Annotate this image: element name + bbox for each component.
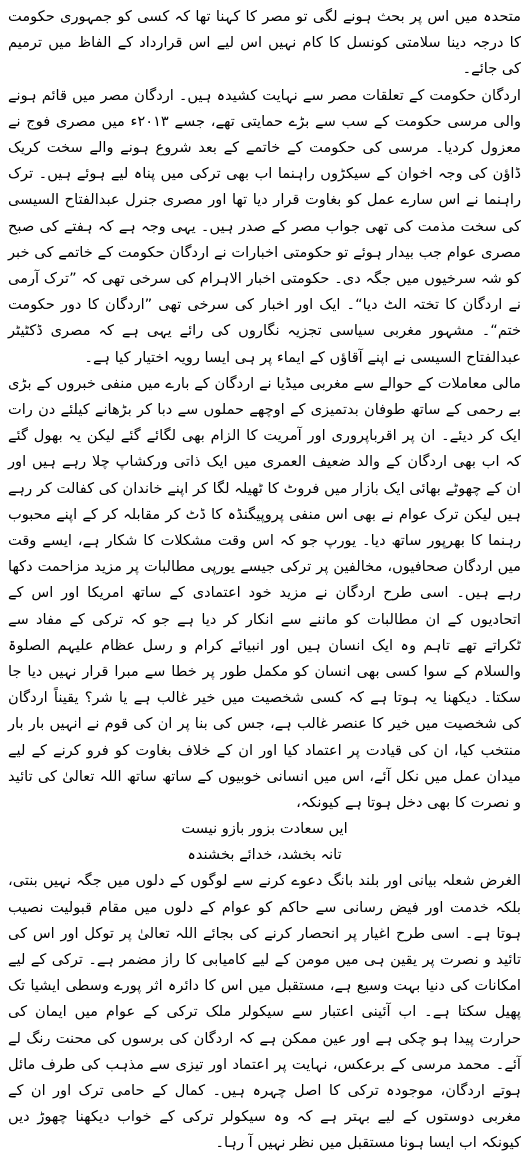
paragraph-egypt-relations: اردگان حکومت کے تعلقات مصر سے نہایت کشیدہ ہیں۔ اردگان مصر میں قائم ہونے والی مرسی حکومت کے سب سے بڑے حمایتی تھے، جسے ۲۰۱۳ء میں مصری فوج نے معزول کردیا۔ مرسی کی حکومت کے خاتمے کے بعد شروع ہونے والے سخت کریک ڈاؤن کی وجہ اخوان کے سیکڑوں راہنما اب بھی ترکی میں پناہ لیے ہوئے ہیں۔ ترک راہنما نے اس سارے عمل کو بغاوت قرار دیا تھا اور مصری جنرل عبدالفتاح السیسی کی سخت مذمت کی تھی جواب مصر کے صدر ہیں۔ یہی وجہ ہے کہ ہفتے کی صبح مصری عوام جب بیدار ہوئے تو حکومتی اخبارات نے اردگان حکومت کے خاتمے کی خبر کو شہ سرخیوں میں جگہ دی۔ حکومتی اخبار الاہرام کی سرخی تھی کہ ”ترک آرمی نے اردگان کا تختہ الٹ دیا“۔ ایک اور اخبار کی سرخی تھی ”اردگان کا دور حکومت ختم“۔ مشہور مغربی سیاسی تجزیہ نگاروں کی رائے یہی ہے کہ مصری ڈکٹیٹر عبدالفتاح السیسی نے اپنے آقاؤں کے ایماء پر ہی ایسا رویہ اختیار کیا ہے۔ <box>8 86 521 366</box>
verse-line-2: تانہ بخشد، خدائے بخشندہ <box>187 846 342 864</box>
paragraph-conclusion: الغرض شعلہ بیانی اور بلند بانگ دعوے کرنے سے لوگوں کے دلوں میں جگہ نہیں بنتی، بلکہ خدمت اور فیض رسانی سے حاکم کو عوام کے دلوں میں مقام قبولیت نصیب ہوتا ہے۔ اسی طرح اغیار پر انحصار کرنے کی بجائے اللہ تعالیٰ پر توکل اور اس کی تائید و نصرت پر یقین ہی میں مومن کے لیے کامیابی کا راز مضمر ہے۔ ترکی کے لیے امکانات کی دنیا بہت وسیع ہے، مستقبل میں اس کا دائرہ اثر پورے وسطی ایشیا تک پھیل سکتا ہے۔ اب آئینی اعتبار سے سیکولر ملک ترکی کے عوام میں ایمان کی حرارت پیدا ہو چکی ہے اور عین ممکن ہے کہ اردگان کی برسوں کی محنت رنگ لے آئے۔ محمد مرسی کے برعکس، نہایت پر اعتماد اور تیزی سے مذہب کی طرف مائل ہوتے اردگان، موجودہ ترکی کا اصل چہرہ ہیں۔ کمال کے حامی ترک اور ان کے مغربی دوستوں کے لیے بہتر ہے کہ وہ سیکولر ترکی کے خواب دیکھنا چھوڑ دیں کیونکہ اب ایسا ہونا مستقبل میں نظر نہیں آ رہا۔ <box>8 872 521 1152</box>
verse-line-1: ایں سعادت بزور بازو نیست <box>181 820 348 838</box>
paragraph-un-resolution: متحدہ میں اس پر بحث ہونے لگی تو مصر کا کہنا تھا کہ کسی کو جمہوری حکومت کا درجہ دینا سلامتی کونسل کا کام نہیں اس لیے اس قرارداد کے الفاظ میں ترمیم کی جائے۔ <box>8 8 521 78</box>
paragraph-western-media: مالی معاملات کے حوالے سے مغربی میڈیا نے اردگان کے بارے میں منفی خبروں کے بڑی بے رحمی کے ساتھ طوفان بدتمیزی کے اوچھے حملوں سے دبا کر بڑھانے کیلئے دن رات ایک کر دیئے۔ ان پر اقرباپروری اور آمریت کا الزام بھی لگائے گئے لیکن یہ بھول گئے کہ اب بھی اردگان کے والد ضعیف العمری میں ایک ذاتی ورکشاپ چلا رہے ہیں اور ان کے چھوٹے بھائی ایک بازار میں فروٹ کا ٹھیلہ لگا کر اپنے خاندان کی کفالت کر رہے ہیں لیکن ترک عوام نے بھی اس منفی پروپیگنڈہ کا ڈٹ کر مقابلہ کر کے اپنے محبوب رہنما کا بھرپور ساتھ دیا۔ یورپ جو کہ اس وقت مشکلات کا شکار ہے، ایسے وقت میں اردگان صحافیوں، مخالفین پر ترکی جیسے یورپی مطالبات پر مزید مزاحمت دکھا رہے ہیں۔ اسی طرح اردگان نے مزید خود اعتمادی کے ساتھ امریکا اور اس کے اتحادیوں کے ان مطالبات کو ماننے سے انکار کر دیا ہے جو کہ ترکی کے مفاد سے ٹکراتے تھے تاہم وہ ایک انسان ہیں اور انبیائے کرام و رسل عظام علیہم الصلوۃ والسلام کے سوا کسی بھی انسان کو مکمل طور پر خطا سے مبرا قرار نہیں دیا جا سکتا۔ دیکھنا یہ ہوتا ہے کہ کسی شخصیت میں خیر غالب ہے یا شر؟ یقیناً اردگان کی شخصیت میں خیر کا عنصر غالب ہے، جس کی بنا پر ان کی قوم نے انہیں بار بار منتخب کیا، ان کی قیادت پر اعتماد کیا اور ان کے خلاف بغاوت کو فرو کرنے کے لیے میدان عمل میں نکل آئے، اس میں انسانی خوبیوں کے ساتھ ساتھ اللہ تعالیٰ کی تائید و نصرت کا بھی دخل ہوتا ہے کیونکہ، <box>8 374 521 812</box>
persian-verse <box>8 816 521 868</box>
